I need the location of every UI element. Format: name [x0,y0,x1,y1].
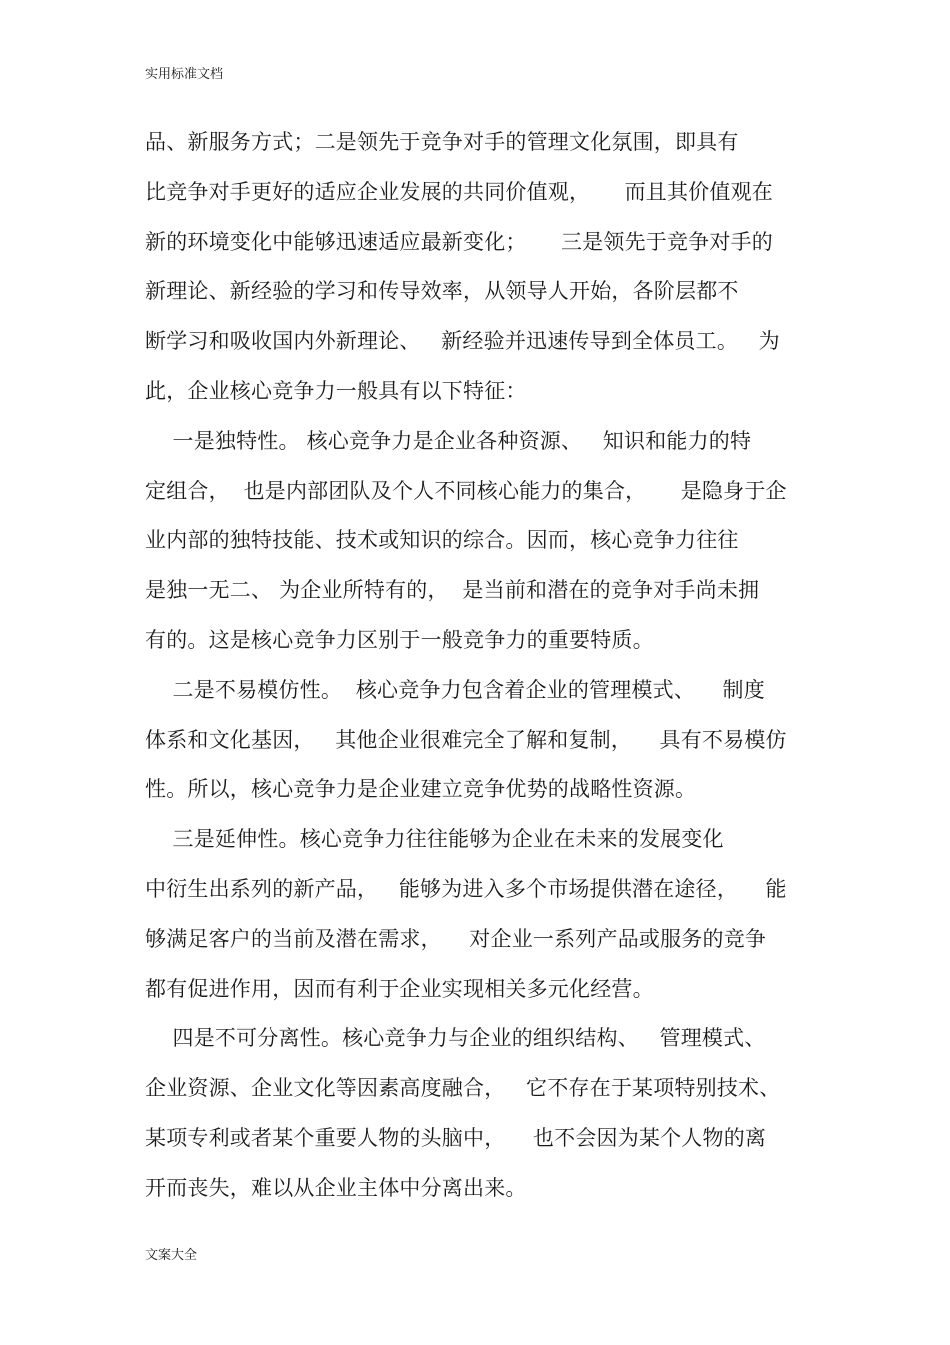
text-line: 开而丧失，难以从企业主体中分离出来。 [145,1175,527,1200]
text-line: 一是独特性。 核心竞争力是企业各种资源、 知识和能力的特 [145,428,752,453]
text-line: 定组合， 也是内部团队及个人不同核心能力的集合， 是隐身于企 [145,478,787,503]
document-body [145,126,825,1222]
text-line: 比竞争对手更好的适应企业发展的共同价值观， 而且其价值观在 [145,179,773,204]
text-line: 新的环境变化中能够迅速适应最新变化； 三是领先于竞争对手的 [145,229,773,254]
text-line: 四是不可分离性。核心竞争力与企业的组织结构、 管理模式、 [145,1026,766,1051]
text-line: 性。所以，核心竞争力是企业建立竞争优势的战略性资源。 [145,777,697,802]
text-line: 断学习和吸收国内外新理论、 新经验并迅速传导到全体员工。 为 [145,329,780,354]
text-line: 够满足客户的当前及潜在需求， 对企业一系列产品或服务的竞争 [145,926,767,951]
text-line: 三是延伸性。核心竞争力往往能够为企业在未来的发展变化 [145,827,724,852]
text-line: 都有促进作用，因而有利于企业实现相关多元化经营。 [145,976,654,1001]
text-line: 有的。这是核心竞争力区别于一般竞争力的重要特质。 [145,627,654,652]
page-header: 实用标准文档 [145,67,224,82]
text-line: 此，企业核心竞争力一般具有以下特征： [145,378,527,403]
text-line: 体系和文化基因， 其他企业很难完全了解和复制， 具有不易模仿 [145,727,787,752]
text-line: 新理论、新经验的学习和传导效率，从领导人开始，各阶层都不 [145,279,739,304]
text-line: 业内部的独特技能、技术或知识的综合。因而，核心竞争力往往 [145,528,739,553]
text-line: 二是不易模仿性。 核心竞争力包含着企业的管理模式、 制度 [145,677,765,702]
text-line: 企业资源、企业文化等因素高度融合， 它不存在于某项特别技术、 [145,1076,781,1101]
text-line: 是独一无二、 为企业所特有的， 是当前和潜在的竞争对手尚未拥 [145,578,760,603]
text-line: 品、新服务方式；二是领先于竞争对手的管理文化氛围，即具有 [145,130,739,154]
text-line: 某项专利或者某个重要人物的头脑中， 也不会因为某个人物的离 [145,1125,767,1150]
page-footer: 文案大全 [145,1248,198,1263]
text-line: 中衍生出系列的新产品， 能够为进入多个市场提供潜在途径， 能 [145,876,787,901]
